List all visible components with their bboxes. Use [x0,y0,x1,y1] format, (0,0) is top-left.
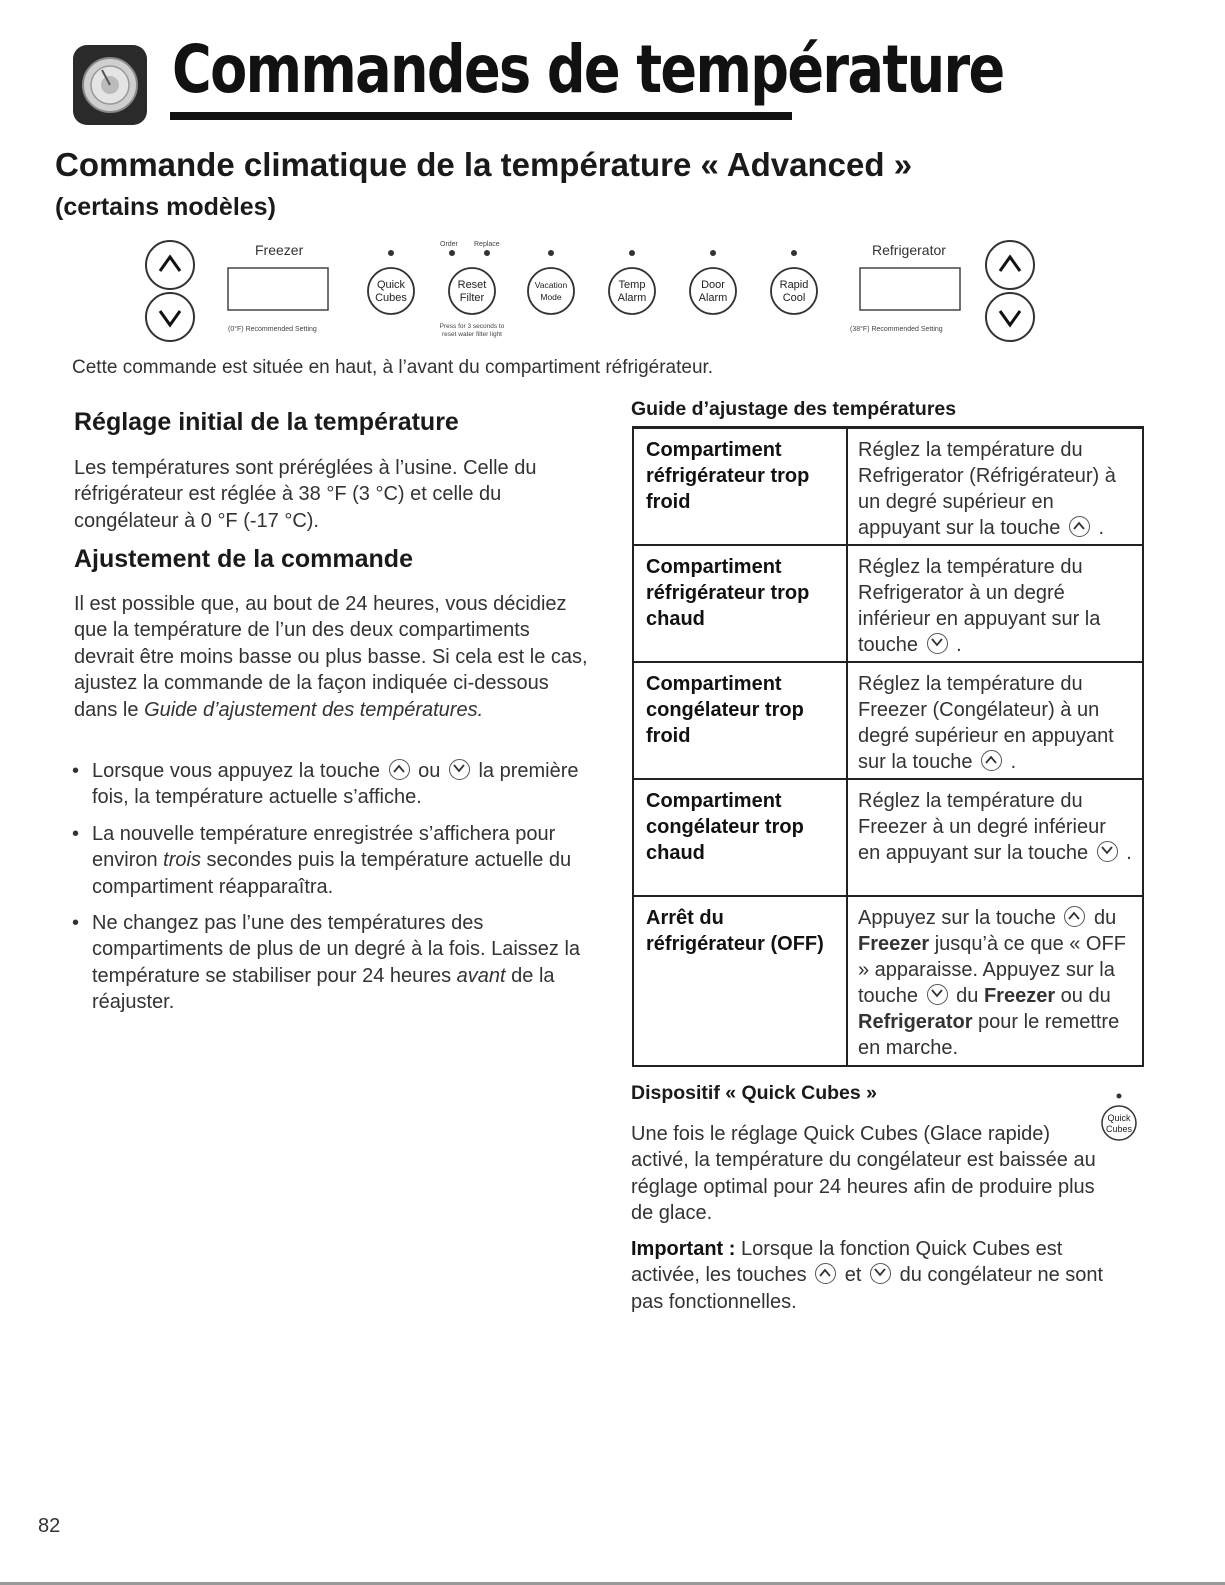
freezer-up-button-icon [146,241,194,289]
panel-caption: Cette commande est située en haut, à l’avant du compartiment réfrigérateur. [72,357,714,378]
initial-setting-heading: Réglage initial de la température [74,408,459,436]
order-label: Order [440,241,458,248]
table-cell: Réglez la température du Refrigerator à un degré inférieur en appuyant sur la touche . [847,545,1143,662]
down-arrow-icon [1097,841,1118,862]
up-arrow-icon [1064,906,1085,927]
table-cell: Réglez la température du Freezer (Congélateur) à un degré supérieur en appuyant sur la touche . [847,662,1143,779]
table-cell: Arrêt du réfrigérateur (OFF) [633,896,847,1066]
temperature-guide-table [632,426,1144,1067]
table-row [633,662,1143,779]
list-item: • La nouvelle température enregistrée s’affichera pour environ trois secondes puis la température actuelle du compartiment réapparaîtra. [72,821,592,900]
svg-text:Alarm: Alarm [617,292,647,304]
section-subtitle: (certains modèles) [55,193,276,221]
table-cell: Compartiment congélateur trop froid [633,662,847,779]
freezer-recommended: (0°F) Recommended Setting [228,326,317,333]
quick-cubes-button-icon [368,268,414,314]
svg-text:Mode: Mode [540,292,562,302]
freezer-label: Freezer [255,242,304,258]
rapid-cool-button-icon [771,268,817,314]
svg-text:Cool: Cool [782,292,806,304]
door-alarm-button-icon [690,268,736,314]
svg-text:Vacation: Vacation [534,280,568,290]
svg-text:Temp: Temp [618,279,646,291]
indicator-dot [791,250,797,256]
up-arrow-icon [815,1263,836,1284]
svg-text:Filter: Filter [459,292,485,304]
up-arrow-icon [1069,516,1090,537]
svg-text:Door: Door [701,279,725,291]
refrigerator-down-button-icon [986,293,1034,341]
refrigerator-up-button-icon [986,241,1034,289]
table-cell: Compartiment réfrigérateur trop froid [633,428,847,546]
adjust-bullets [72,758,592,1026]
press-hint: reset water filter light [442,331,502,338]
adjust-heading: Ajustement de la commande [74,545,413,573]
indicator-dot [629,250,635,256]
guide-title: Guide d’ajustage des températures [631,398,957,420]
temp-alarm-button-icon [609,268,655,314]
initial-setting-text: Les températures sont préréglées à l’usine. Celle du réfrigérateur est réglée à 38 °F (3 °C) et celle du congélateur à 0 °F (-17 °C). [74,457,537,532]
indicator-dot [484,250,490,256]
reset-filter-button-icon [449,268,495,314]
important-note: Important : Lorsque la fonction Quick Cubes est activée, les touches et du congélateur ne sont pas fonctionnelles. [631,1238,1104,1313]
quick-cubes-title: Dispositif « Quick Cubes » [631,1082,877,1104]
up-arrow-icon [389,759,410,780]
down-arrow-icon [870,1263,891,1284]
svg-text:Reset: Reset [457,279,487,291]
control-panel-diagram [140,235,1060,350]
table-cell: Compartiment réfrigérateur trop chaud [633,545,847,662]
table-cell: Compartiment congélateur trop chaud [633,779,847,896]
table-row [633,545,1143,662]
table-cell: Réglez la température du Refrigerator (Réfrigérateur) à un degré supérieur en appuyant sur la touche . [847,428,1143,546]
freezer-down-button-icon [146,293,194,341]
indicator-dot [548,250,554,256]
down-arrow-icon [927,633,948,654]
list-item: • Ne changez pas l’une des températures des compartiments de plus de un degré à la fois. Laissez la température se stabiliser pour 24 heures avant de la réajuster. [72,910,592,1016]
svg-text:Quick: Quick [1107,1113,1131,1123]
up-arrow-icon [981,750,1002,771]
table-row [633,896,1143,1066]
chapter-title: Commandes de température [172,31,1004,108]
svg-text:Cubes: Cubes [1105,1124,1133,1134]
indicator-dot [710,250,716,256]
refrigerator-recommended: (38°F) Recommended Setting [850,326,943,333]
svg-text:Rapid: Rapid [779,279,809,291]
svg-text:Alarm: Alarm [698,292,728,304]
indicator-dot [388,250,394,256]
replace-label: Replace [474,241,500,248]
down-arrow-icon [927,984,948,1005]
table-row [633,428,1143,546]
down-arrow-icon [449,759,470,780]
svg-text:Cubes: Cubes [375,292,407,304]
refrigerator-label: Refrigerator [872,242,946,258]
refrigerator-display [860,268,960,310]
title-underline [170,112,792,120]
indicator-dot [449,250,455,256]
page-number: 82 [38,1515,61,1537]
table-cell: Réglez la température du Freezer à un degré inférieur en appuyant sur la touche . [847,779,1143,896]
press-hint: Press for 3 seconds to [439,323,505,330]
freezer-display [228,268,328,310]
thermostat-dial-icon [72,44,148,126]
table-cell: Appuyez sur la touche du Freezer jusqu’à ce que « OFF » apparaisse. Appuyez sur la touche du Freezer ou du Refrigerator pour le remettre en marche. [847,896,1143,1066]
table-row [633,779,1143,896]
quick-cubes-text: Une fois le réglage Quick Cubes (Glace rapide) activé, la température du congélateur est baissée au réglage optimal pour 24 heures afin de produire plus de glace. [631,1123,1096,1225]
section-title: Commande climatique de la température « Advanced » [55,146,913,183]
adjust-text: Il est possible que, au bout de 24 heures, vous décidiez que la température de l’un des deux compartiments devrait être moins basse ou plus basse. Si cela est le cas, ajustez la commande de la façon indiquée ci-dessous dans le Guide d’ajustement des températures. [74,593,588,721]
svg-text:Quick: Quick [376,279,406,291]
list-item: • Lorsque vous appuyez la touche ou la première fois, la température actuelle s’affiche. [72,758,592,811]
vacation-mode-button-icon [528,268,574,314]
